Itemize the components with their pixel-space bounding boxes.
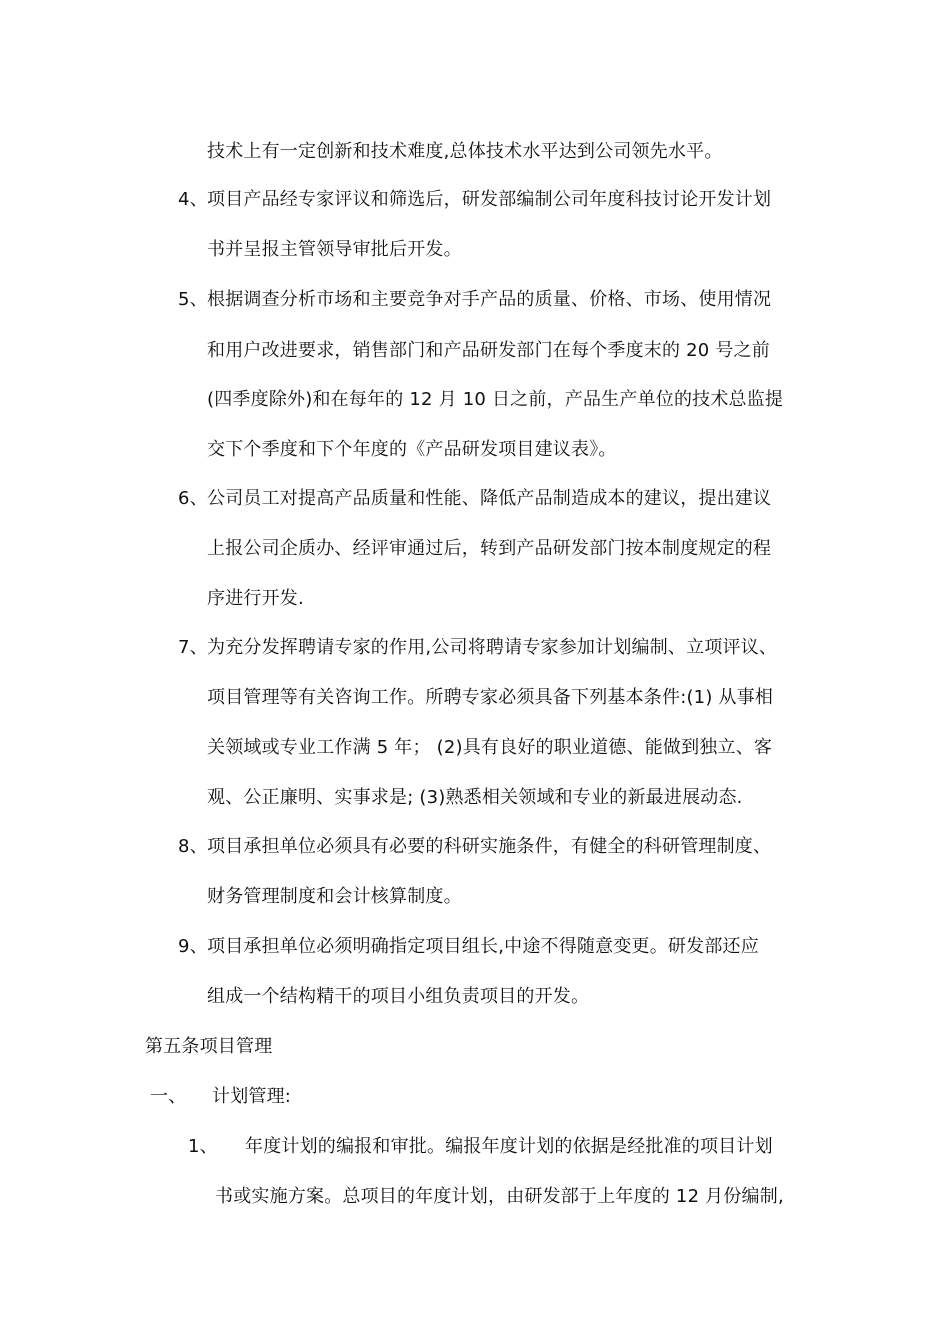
list-item-text-line: 书并呈报主管领导审批后开发。 — [207, 239, 462, 260]
sub-item-number: 1、 — [188, 1136, 218, 1157]
list-item-text-line: 和用户改进要求，销售部门和产品研发部门在每个季度末的 20 号之前 — [207, 340, 770, 361]
list-item-number: 8、 — [178, 836, 208, 857]
list-item-text-line: (四季度除外)和在每年的 12 月 10 日之前，产品生产单位的技术总监提 — [207, 389, 784, 410]
sub-item-text-line: 年度计划的编报和审批。编报年度计划的依据是经批准的项目计划 — [245, 1136, 773, 1157]
list-item-text-line: 观、公正廉明、实事求是; (3)熟悉相关领域和专业的新最进展动态. — [207, 787, 743, 808]
list-item-text-line: 交下个季度和下个年度的《产品研发项目建议表》。 — [207, 439, 617, 460]
list-item-text-line: 公司员工对提高产品质量和性能、降低产品制造成本的建议，提出建议 — [207, 488, 772, 509]
list-item-number: 7、 — [178, 637, 208, 658]
list-item-text-line: 为充分发挥聘请专家的作用,公司将聘请专家参加计划编制、立项评议、 — [207, 637, 778, 658]
list-item-number: 9、 — [178, 936, 208, 957]
list-item-number: 4、 — [178, 189, 208, 210]
list-item-text-line: 上报公司企质办、经评审通过后，转到产品研发部门按本制度规定的程 — [207, 538, 772, 559]
list-item-text-line: 项目产品经专家评议和筛选后，研发部编制公司年度科技讨论开发计划 — [207, 189, 772, 210]
subsection-label: 计划管理: — [212, 1086, 292, 1107]
list-item-number: 5、 — [178, 289, 208, 310]
section-heading: 第五条项目管理 — [145, 1036, 273, 1057]
list-item-text-line: 项目承担单位必须具有必要的科研实施条件，有健全的科研管理制度、 — [207, 836, 772, 857]
list-item-text-line: 序进行开发. — [207, 588, 304, 609]
subsection-number: 一、 — [150, 1086, 187, 1107]
list-item-number: 6、 — [178, 488, 208, 509]
list-item-text-line: 项目管理等有关咨询工作。所聘专家必须具备下列基本条件:(1) 从事相 — [207, 687, 774, 708]
list-item-text-line: 技术上有一定创新和技术难度,总体技术水平达到公司领先水平。 — [207, 141, 723, 162]
list-item-text-line: 组成一个结构精干的项目小组负责项目的开发。 — [207, 986, 590, 1007]
sub-item-text-line: 书或实施方案。总项目的年度计划，由研发部于上年度的 12 月份编制, — [215, 1186, 784, 1207]
list-item-text-line: 根据调查分析市场和主要竞争对手产品的质量、价格、市场、使用情况 — [207, 289, 772, 310]
list-item-text-line: 关领域或专业工作满 5 年； (2)具有良好的职业道德、能做到独立、客 — [207, 737, 773, 758]
list-item-text-line: 项目承担单位必须明确指定项目组长,中途不得随意变更。研发部还应 — [207, 936, 759, 957]
list-item-text-line: 财务管理制度和会计核算制度。 — [207, 886, 462, 907]
